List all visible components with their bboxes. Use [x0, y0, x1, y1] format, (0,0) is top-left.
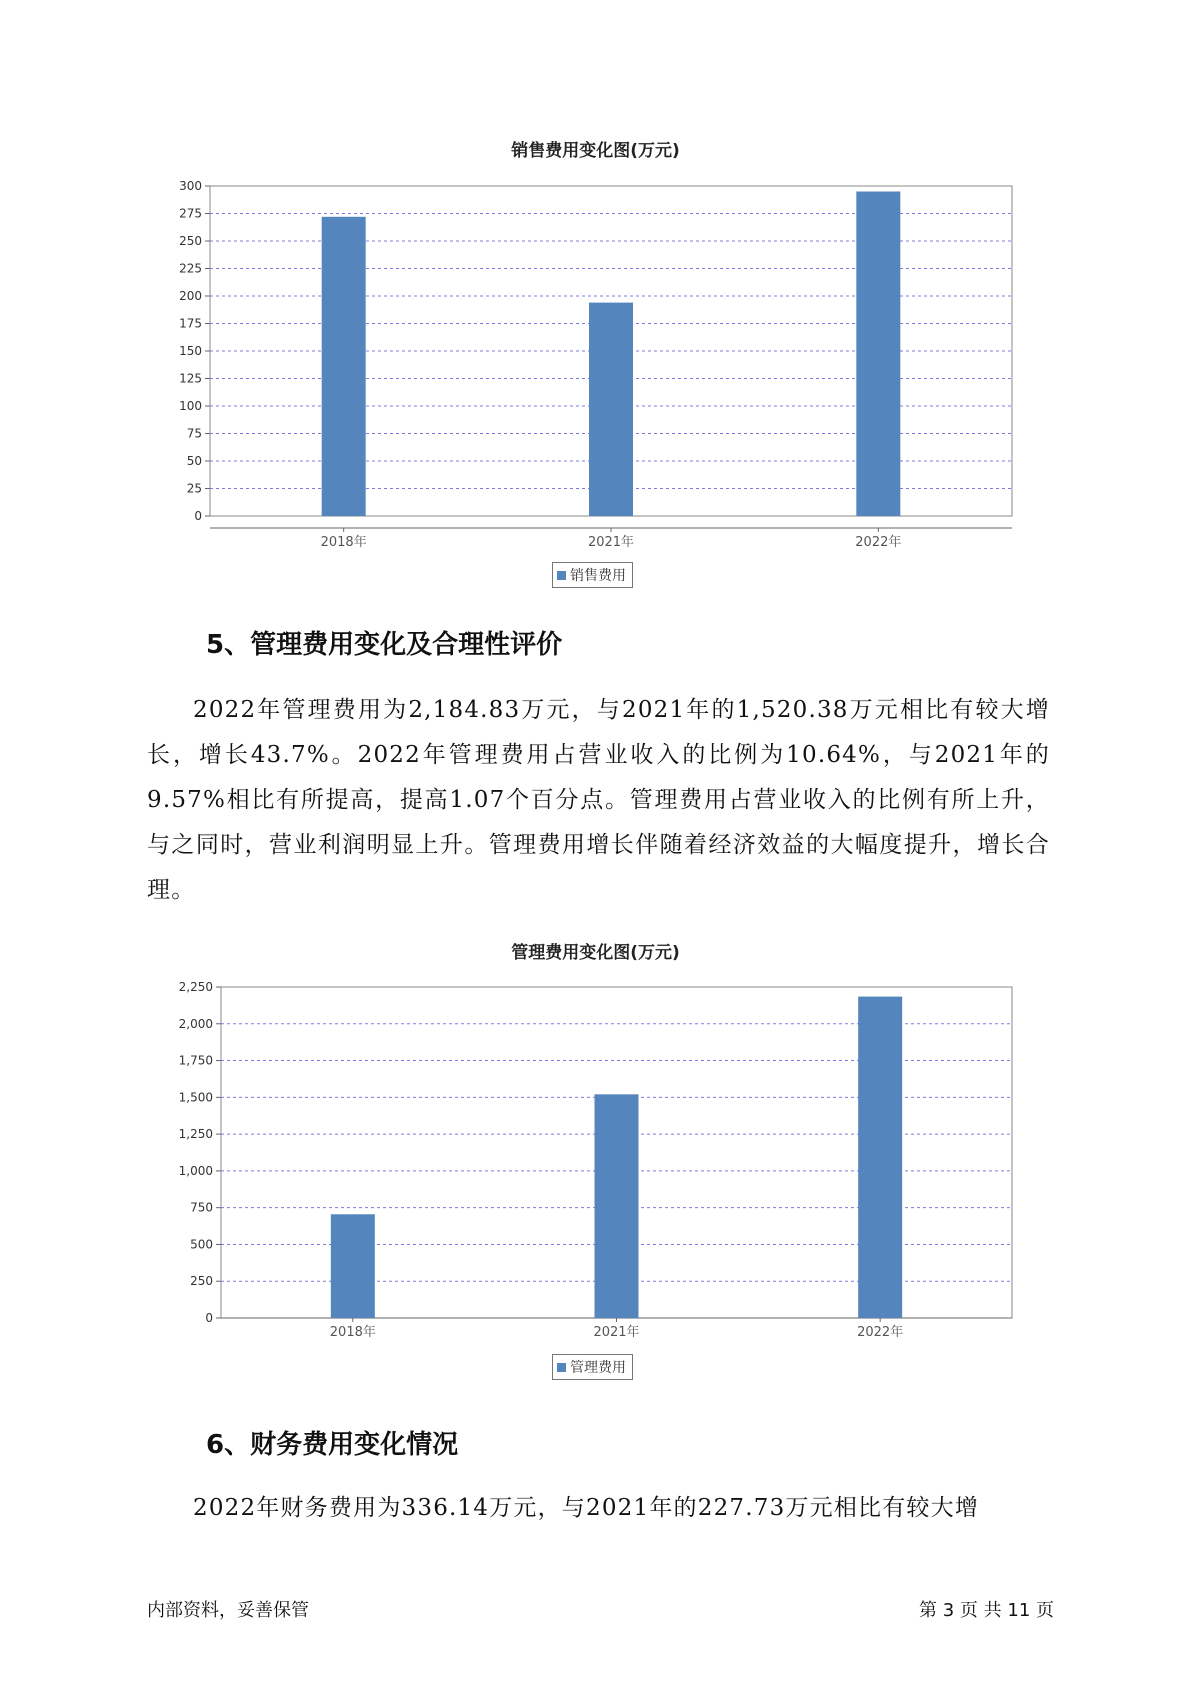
footer-left: 内部资料，妥善保管	[147, 1600, 309, 1621]
chart-legend	[552, 1354, 633, 1380]
sales-chart-plot	[0, 128, 1191, 598]
y-tick-label: 275	[179, 206, 202, 221]
legend-swatch	[557, 1363, 566, 1372]
y-tick-label: 2,250	[178, 980, 213, 994]
chart-legend	[552, 562, 633, 588]
y-tick-label: 25	[186, 481, 202, 496]
x-tick-label: 2021年	[593, 1325, 640, 1340]
body-paragraph	[147, 1486, 1050, 1531]
y-tick-label: 250	[190, 1274, 213, 1289]
y-tick-label: 125	[179, 371, 202, 386]
y-tick-label: 1,250	[178, 1127, 213, 1142]
footer-page-number: 第 3 页 共 11 页	[919, 1600, 1054, 1621]
legend-label: 销售费用	[570, 568, 626, 584]
sales-expense-chart	[0, 128, 1191, 598]
section-heading: 6、财务费用变化情况	[206, 1430, 459, 1460]
y-tick-label: 0	[205, 1311, 213, 1325]
y-tick-label: 300	[179, 179, 202, 193]
y-tick-label: 1,000	[178, 1163, 213, 1178]
y-tick-label: 150	[179, 344, 202, 358]
legend-label: 管理费用	[570, 1360, 626, 1376]
y-tick-label: 1,500	[178, 1090, 213, 1105]
y-tick-label: 500	[190, 1237, 213, 1252]
y-tick-label: 50	[186, 454, 202, 468]
y-tick-label: 100	[179, 399, 202, 413]
admin-expense-chart	[0, 930, 1191, 1400]
x-tick-label: 2018年	[320, 535, 367, 550]
y-tick-label: 200	[179, 289, 202, 303]
section-heading: 5、管理费用变化及合理性评价	[206, 630, 563, 660]
y-tick-label: 250	[179, 234, 202, 248]
paragraph-text: 2022年财务费用为336.14万元，与2021年的227.73万元相比有较大增	[193, 1495, 980, 1521]
x-tick-label: 2021年	[587, 535, 635, 550]
y-tick-label: 0	[194, 509, 202, 523]
bar-2022年	[858, 997, 902, 1318]
bar-2018年	[331, 1214, 375, 1318]
bar-2021年	[595, 1094, 639, 1318]
x-tick-label: 2018年	[329, 1325, 376, 1340]
chart-title: 销售费用变化图(万元)	[511, 141, 680, 161]
x-tick-label: 2022年	[855, 535, 902, 550]
bar-2021年	[589, 303, 633, 516]
chart-title: 管理费用变化图(万元)	[511, 943, 680, 963]
y-tick-label: 75	[186, 426, 202, 441]
y-tick-label: 2,000	[178, 1016, 213, 1031]
body-paragraph	[147, 688, 1050, 913]
paragraph-text: 2022年管理费用为2,184.83万元，与2021年的1,520.38万元相比有较大增长，增长43.7%。2022年管理费用占营业收入的比例为10.64%，与2021年的9.57%相比有所提高，提高1.07个百分点。管理费用占营业收入的比例有所上升，与之同时，营业利润明显上升。管理费用增长伴随着经济效益的大幅度提升，增长合理。	[147, 697, 1050, 903]
admin-chart-plot	[0, 930, 1191, 1400]
y-tick-label: 225	[179, 261, 202, 276]
x-tick-label: 2022年	[857, 1325, 904, 1340]
y-tick-label: 750	[190, 1200, 213, 1215]
y-tick-label: 175	[179, 316, 202, 331]
legend-swatch	[557, 571, 566, 580]
bar-2022年	[856, 192, 900, 517]
bar-2018年	[322, 217, 366, 516]
y-tick-label: 1,750	[178, 1053, 213, 1068]
